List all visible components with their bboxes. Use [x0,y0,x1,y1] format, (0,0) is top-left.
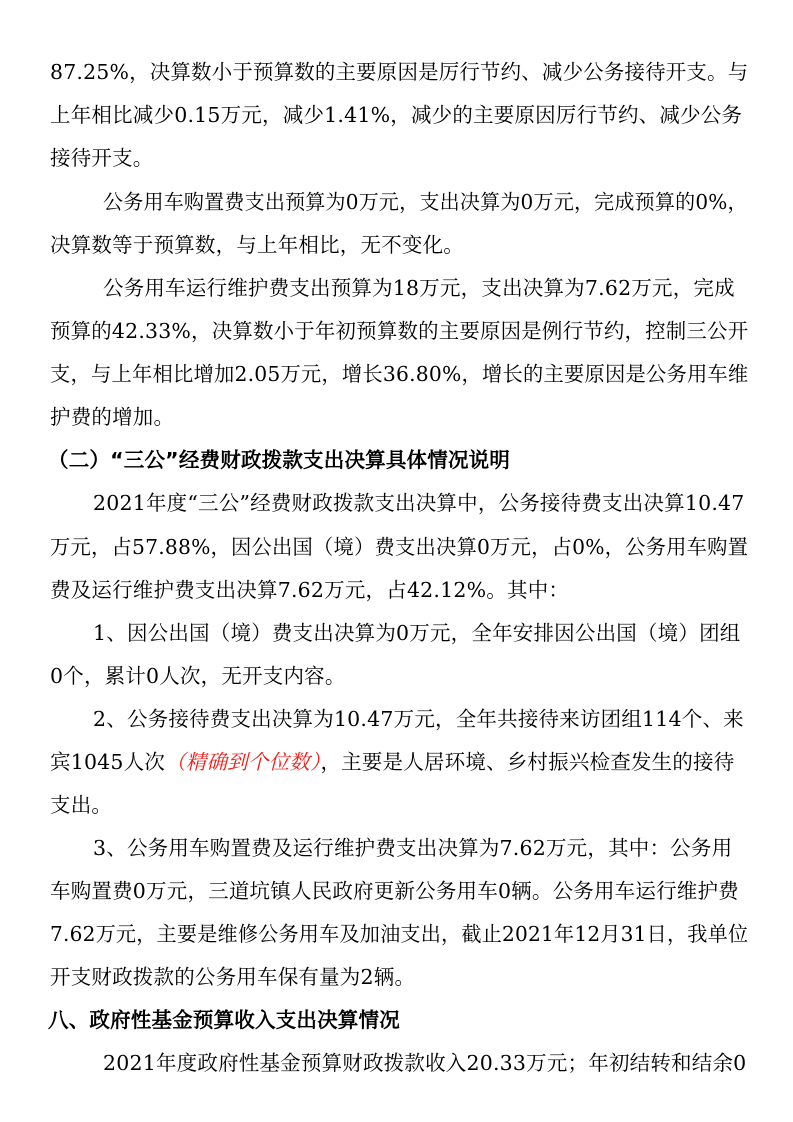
paragraph-line: 决算数等于预算数，与上年相比，无不变化。 [50,233,464,257]
list-item-line: 2、公务接待费支出决算为10.47万元，全年共接待来访团组114个、来 [93,707,744,731]
section-heading: 八、政府性基金预算收入支出决算情况 [48,1008,400,1032]
paragraph-line: 公务用车购置费支出预算为0万元，支出决算为0万元，完成预算的0%， [103,190,748,214]
paragraph-line: 87.25%，决算数小于预算数的主要原因是厉行节约、减少公务接待开支。与 [50,60,749,84]
item-text: ，主要是人居环境、乡村振兴检查发生的接待 [320,750,735,774]
paragraph-line: 护费的增加。 [50,405,175,429]
paragraph-line: 2021年度“三公”经费财政拨款支出决算中，公务接待费支出决算10.47 [93,491,745,515]
paragraph-line: 预算的42.33%，决算数小于年初预算数的主要原因是例行节约，控制三公开 [50,319,749,343]
paragraph-line: 万元，占57.88%，因公出国（境）费支出决算0万元，占0%，公务用车购置 [50,535,749,559]
list-item-line [50,748,734,776]
paragraph-line: 2021年度政府性基金预算财政拨款收入20.33万元；年初结转和结余0 [103,1051,747,1075]
paragraph-line: 公务用车运行维护费支出预算为18万元，支出决算为7.62万元，完成 [103,276,735,300]
item-text: 宾1045人次 [50,750,166,774]
list-item-line: 支出。 [50,793,113,817]
list-item-line: 3、公务用车购置费及运行维护费支出决算为7.62万元，其中：公务用 [93,836,733,860]
list-item-line: 0个，累计0人次，无开支内容。 [50,664,346,688]
paragraph-line: 接待开支。 [50,146,154,170]
paragraph-line: 上年相比减少0.15万元，减少1.41%，减少的主要原因厉行节约、减少公务 [50,103,743,127]
list-item-line: 开支财政拨款的公务用车保有量为2辆。 [50,965,416,989]
list-item-line: 1、因公出国（境）费支出决算为0万元，全年安排因公出国（境）团组 [93,621,741,645]
precision-note: （精确到个位数） [165,750,321,774]
list-item-line: 7.62万元，主要是维修公务用车及加油支出，截止2021年12月31日，我单位 [50,922,749,946]
section-heading: （二）“三公”经费财政拨款支出决算具体情况说明 [48,448,511,472]
paragraph-line: 费及运行维护费支出决算7.62万元，占42.12%。其中： [50,578,570,602]
list-item-line: 车购置费0万元，三道坑镇人民政府更新公务用车0辆。公务用车运行维护费 [50,879,739,903]
paragraph-line: 支，与上年相比增加2.05万元，增长36.80%，增长的主要原因是公务用车维 [50,362,749,386]
